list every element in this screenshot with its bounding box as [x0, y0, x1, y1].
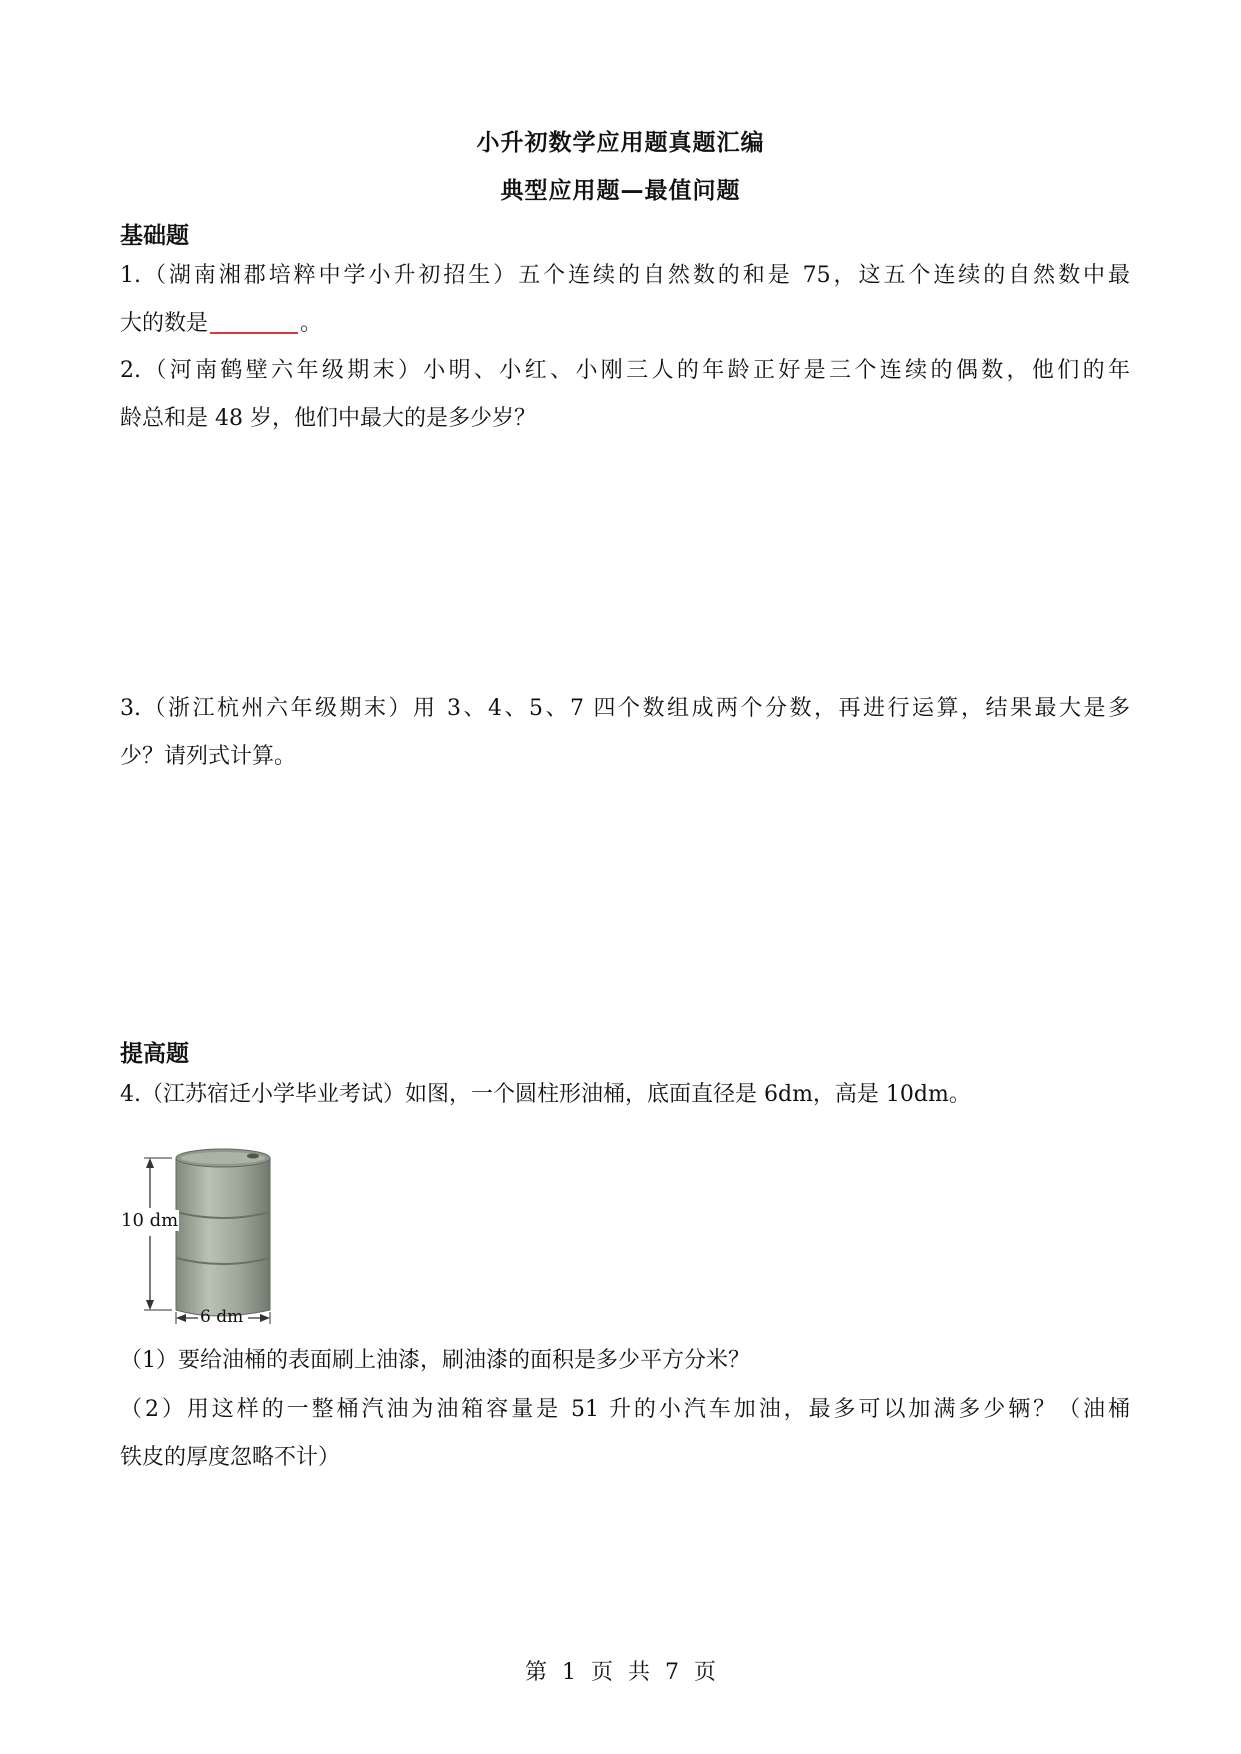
question-3-line-2: 少？请列式计算。 — [120, 744, 297, 769]
question-3-line-1: 3.（浙江杭州六年级期末）用 3、4、5、7 四个数组成两个分数，再进行运算，结果最大是多 — [120, 696, 1130, 721]
question-4-sub-1: （1）要给油桶的表面刷上油漆，刷油漆的面积是多少平方分米？ — [120, 1348, 750, 1373]
question-4-sub-2-line-2: 铁皮的厚度忽略不计） — [120, 1445, 341, 1470]
question-2-line-1: 2.（河南鹤壁六年级期末）小明、小红、小刚三人的年龄正好是三个连续的偶数，他们的年 — [120, 358, 1130, 383]
section-heading-advanced: 提高题 — [120, 1041, 189, 1067]
question-1-line-1: 1.（湖南湘郡培粹中学小升初招生）五个连续的自然数的和是 75，这五个连续的自然数中最 — [120, 263, 1130, 288]
oil-barrel-figure — [120, 1140, 275, 1325]
question-4-sub-2-line-1: （2）用这样的一整桶汽油为油箱容量是 51 升的小汽车加油，最多可以加满多少辆？（油桶 — [120, 1397, 1130, 1422]
section-heading-basic: 基础题 — [120, 223, 189, 249]
main-title: 小升初数学应用题真题汇编 — [476, 130, 765, 156]
question-1-line-2 — [120, 310, 1130, 338]
question-1-text: 大的数是 — [120, 311, 209, 336]
barrel-height-label: 10 dm — [121, 1210, 179, 1231]
oil-barrel-illustration — [120, 1140, 275, 1325]
barrel-diameter-label: 6 dm — [200, 1307, 244, 1327]
page-footer: 第 1 页 共 7 页 — [525, 1660, 716, 1685]
question-4-line-1: 4.（江苏宿迁小学毕业考试）如图，一个圆柱形油桶，底面直径是 6dm，高是 10dm。 — [120, 1082, 971, 1107]
answer-blank[interactable] — [210, 310, 298, 334]
question-1-period: 。 — [300, 311, 323, 336]
subtitle: 典型应用题—最值问题 — [500, 178, 741, 204]
question-2-line-2: 龄总和是 48 岁，他们中最大的是多少岁？ — [120, 406, 536, 431]
